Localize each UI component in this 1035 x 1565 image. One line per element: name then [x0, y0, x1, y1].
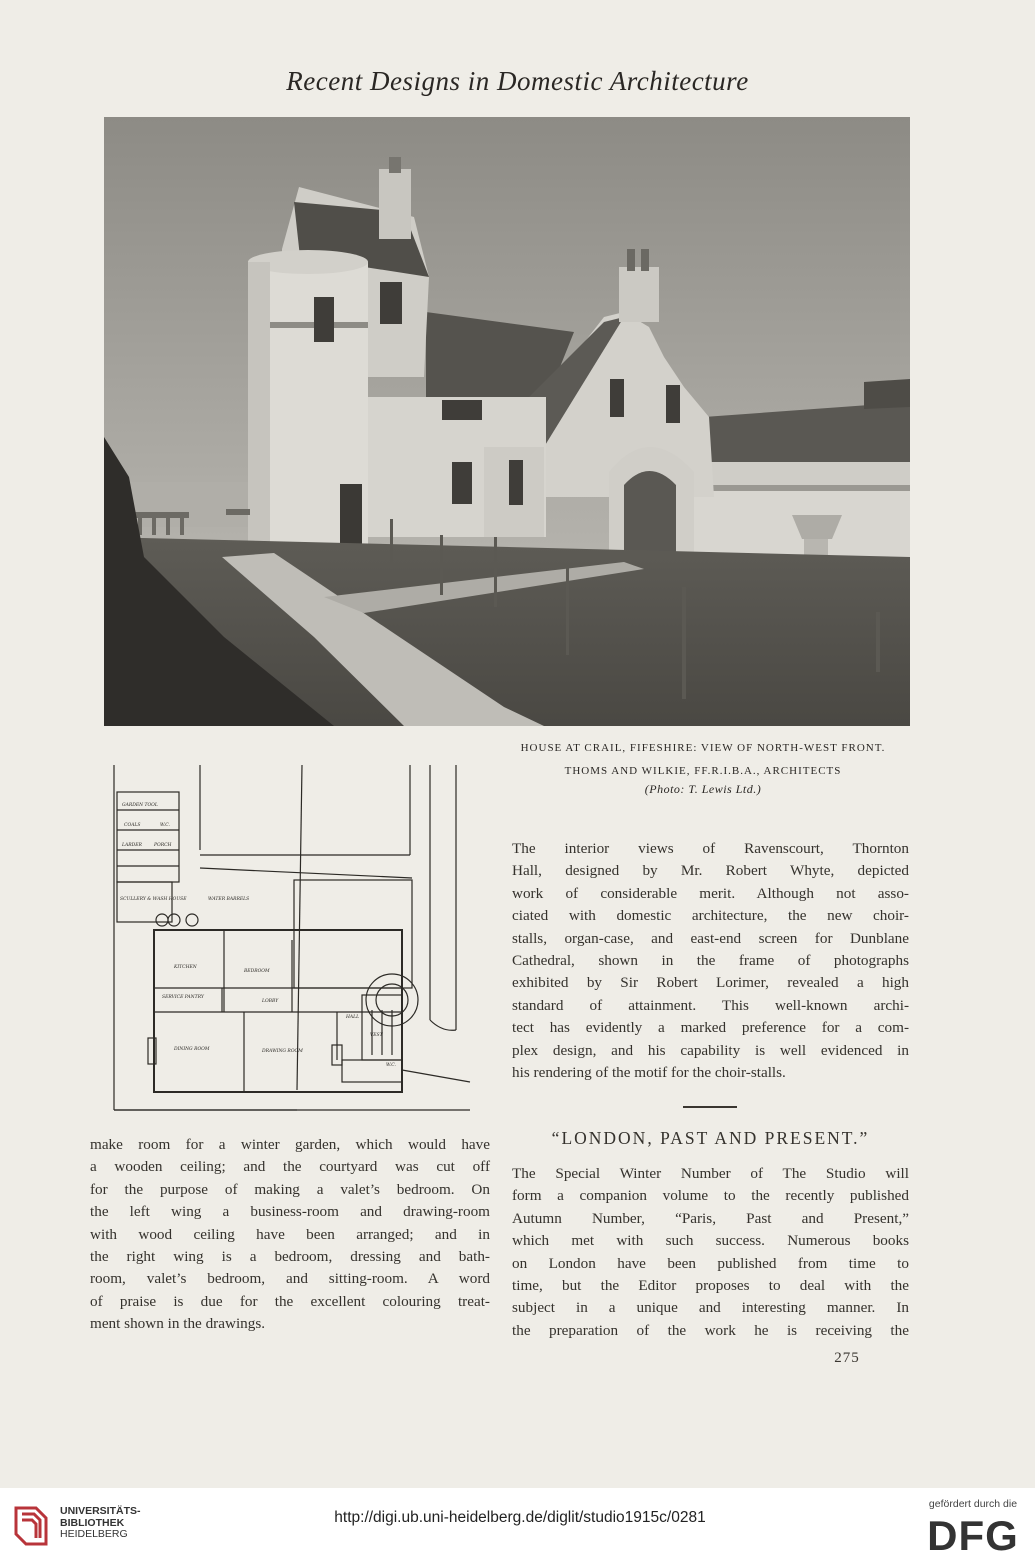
text-line: Hall, designed by Mr. Robert Whyte, depicted: [512, 862, 909, 880]
text-line: Autumn Number, “Paris, Past and Present,”: [512, 1209, 909, 1227]
library-name-line: HEIDELBERG: [60, 1528, 128, 1540]
text-line: make room for a winter garden, which would have: [90, 1136, 490, 1153]
studio-number-paragraph: [512, 1163, 909, 1342]
text-line: with wood ceiling have been arranged; and in: [90, 1225, 490, 1243]
text-line: on London have been published from time to: [512, 1254, 909, 1272]
ravenscourt-paragraph: [512, 838, 909, 1084]
text-line: ment shown in the drawings.: [90, 1315, 266, 1333]
library-logo-icon[interactable]: [12, 1502, 50, 1548]
text-line: of praise is due for the excellent colouring treat-: [90, 1292, 490, 1310]
text-line: the right wing is a bedroom, dressing and bath-: [90, 1248, 490, 1266]
plan-label-dining-room: DINING ROOM: [174, 1047, 210, 1052]
text-line: subject in a unique and interesting manner. In: [512, 1299, 909, 1317]
text-line: tect has evidently a marked preference for a com-: [512, 1019, 909, 1037]
plan-label-service-pantry: SERVICE PANTRY: [162, 995, 204, 1000]
plan-label-scullery: SCULLERY & WASH HOUSE: [120, 897, 187, 902]
text-line: his rendering of the motif for the choir-stalls.: [512, 1064, 786, 1082]
plan-label-kitchen: KITCHEN: [174, 965, 197, 970]
text-line: The interior views of Ravenscourt, Thornton: [512, 840, 909, 857]
house-photograph: [104, 117, 910, 726]
text-line: form a companion volume to the recently published: [512, 1187, 909, 1205]
text-line: a wooden ceiling; and the courtyard was cut off: [90, 1158, 490, 1176]
section-divider: [683, 1106, 737, 1108]
floor-plan: [112, 760, 472, 1112]
library-name[interactable]: [60, 1506, 200, 1541]
plan-label-porch: PORCH: [154, 843, 172, 848]
text-line: the left wing a business-room and drawing-room: [90, 1203, 490, 1221]
text-line: plex design, and his capability is well evidenced in: [512, 1041, 909, 1059]
text-line: Cathedral, shown in the frame of photographs: [512, 952, 909, 970]
text-line: the preparation of the work he is receiving the: [512, 1321, 909, 1339]
plan-label-vest: VEST: [370, 1033, 383, 1038]
plan-label-wc: W.C.: [160, 823, 170, 828]
plan-label-bedroom: BEDROOM: [244, 969, 270, 974]
photo-caption-credit: (Photo: T. Lewis Ltd.): [644, 782, 762, 796]
footer-bar: [0, 1488, 1035, 1565]
section-heading: “LONDON, PAST AND PRESENT.”: [551, 1128, 870, 1148]
text-line: time, but the Editor proposes to deal with the: [512, 1277, 909, 1295]
text-line: room, valet’s bedroom, and sitting-room. A word: [90, 1270, 490, 1288]
funded-by-label: gefördert durch die: [928, 1498, 1018, 1510]
text-line: exhibited by Sir Robert Lorimer, revealed a high: [512, 974, 909, 992]
plan-label-hall: HALL: [346, 1015, 360, 1020]
plan-label-lobby: LOBBY: [262, 999, 279, 1004]
running-head: Recent Designs in Domestic Architecture: [286, 66, 749, 96]
text-line: standard of attainment. This well-known archi-: [512, 996, 909, 1014]
text-line: ciated with domestic architecture, the new choir-: [512, 907, 909, 925]
source-url-link[interactable]: http://digi.ub.uni-heidelberg.de/diglit/studio1915c/0281: [334, 1509, 706, 1526]
page-number: 275: [834, 1350, 860, 1366]
photo-caption-architects: THOMS AND WILKIE, FF.R.I.B.A., ARCHITECTS: [564, 765, 842, 777]
text-line: The Special Winter Number of The Studio will: [512, 1165, 909, 1182]
plan-label-drawing-room: DRAWING ROOM: [262, 1049, 303, 1054]
plan-label-wc2: W.C.: [386, 1063, 396, 1068]
plan-label-water-barrels: WATER BARRELS: [208, 897, 250, 902]
text-line: work of considerable merit. Although not asso-: [512, 884, 909, 902]
photo-caption-title: HOUSE AT CRAIL, FIFESHIRE: VIEW OF NORTH-WEST FRONT.: [520, 742, 886, 754]
text-line: stalls, organ-case, and east-end screen for Dunblane: [512, 929, 909, 947]
plan-label-coals: COALS: [124, 823, 141, 828]
dfg-logo[interactable]: DFG: [927, 1512, 1019, 1559]
text-line: for the purpose of making a valet’s bedroom. On: [90, 1180, 490, 1198]
library-name-line: UNIVERSITÄTS-: [60, 1505, 141, 1517]
text-line: which met with such success. Numerous books: [512, 1232, 909, 1250]
plan-label-larder: LARDER: [122, 843, 142, 848]
plan-label-garden-tool: GARDEN TOOL: [122, 803, 158, 808]
library-name-line: BIBLIOTHEK: [60, 1516, 125, 1529]
winter-garden-paragraph: [90, 1134, 490, 1336]
